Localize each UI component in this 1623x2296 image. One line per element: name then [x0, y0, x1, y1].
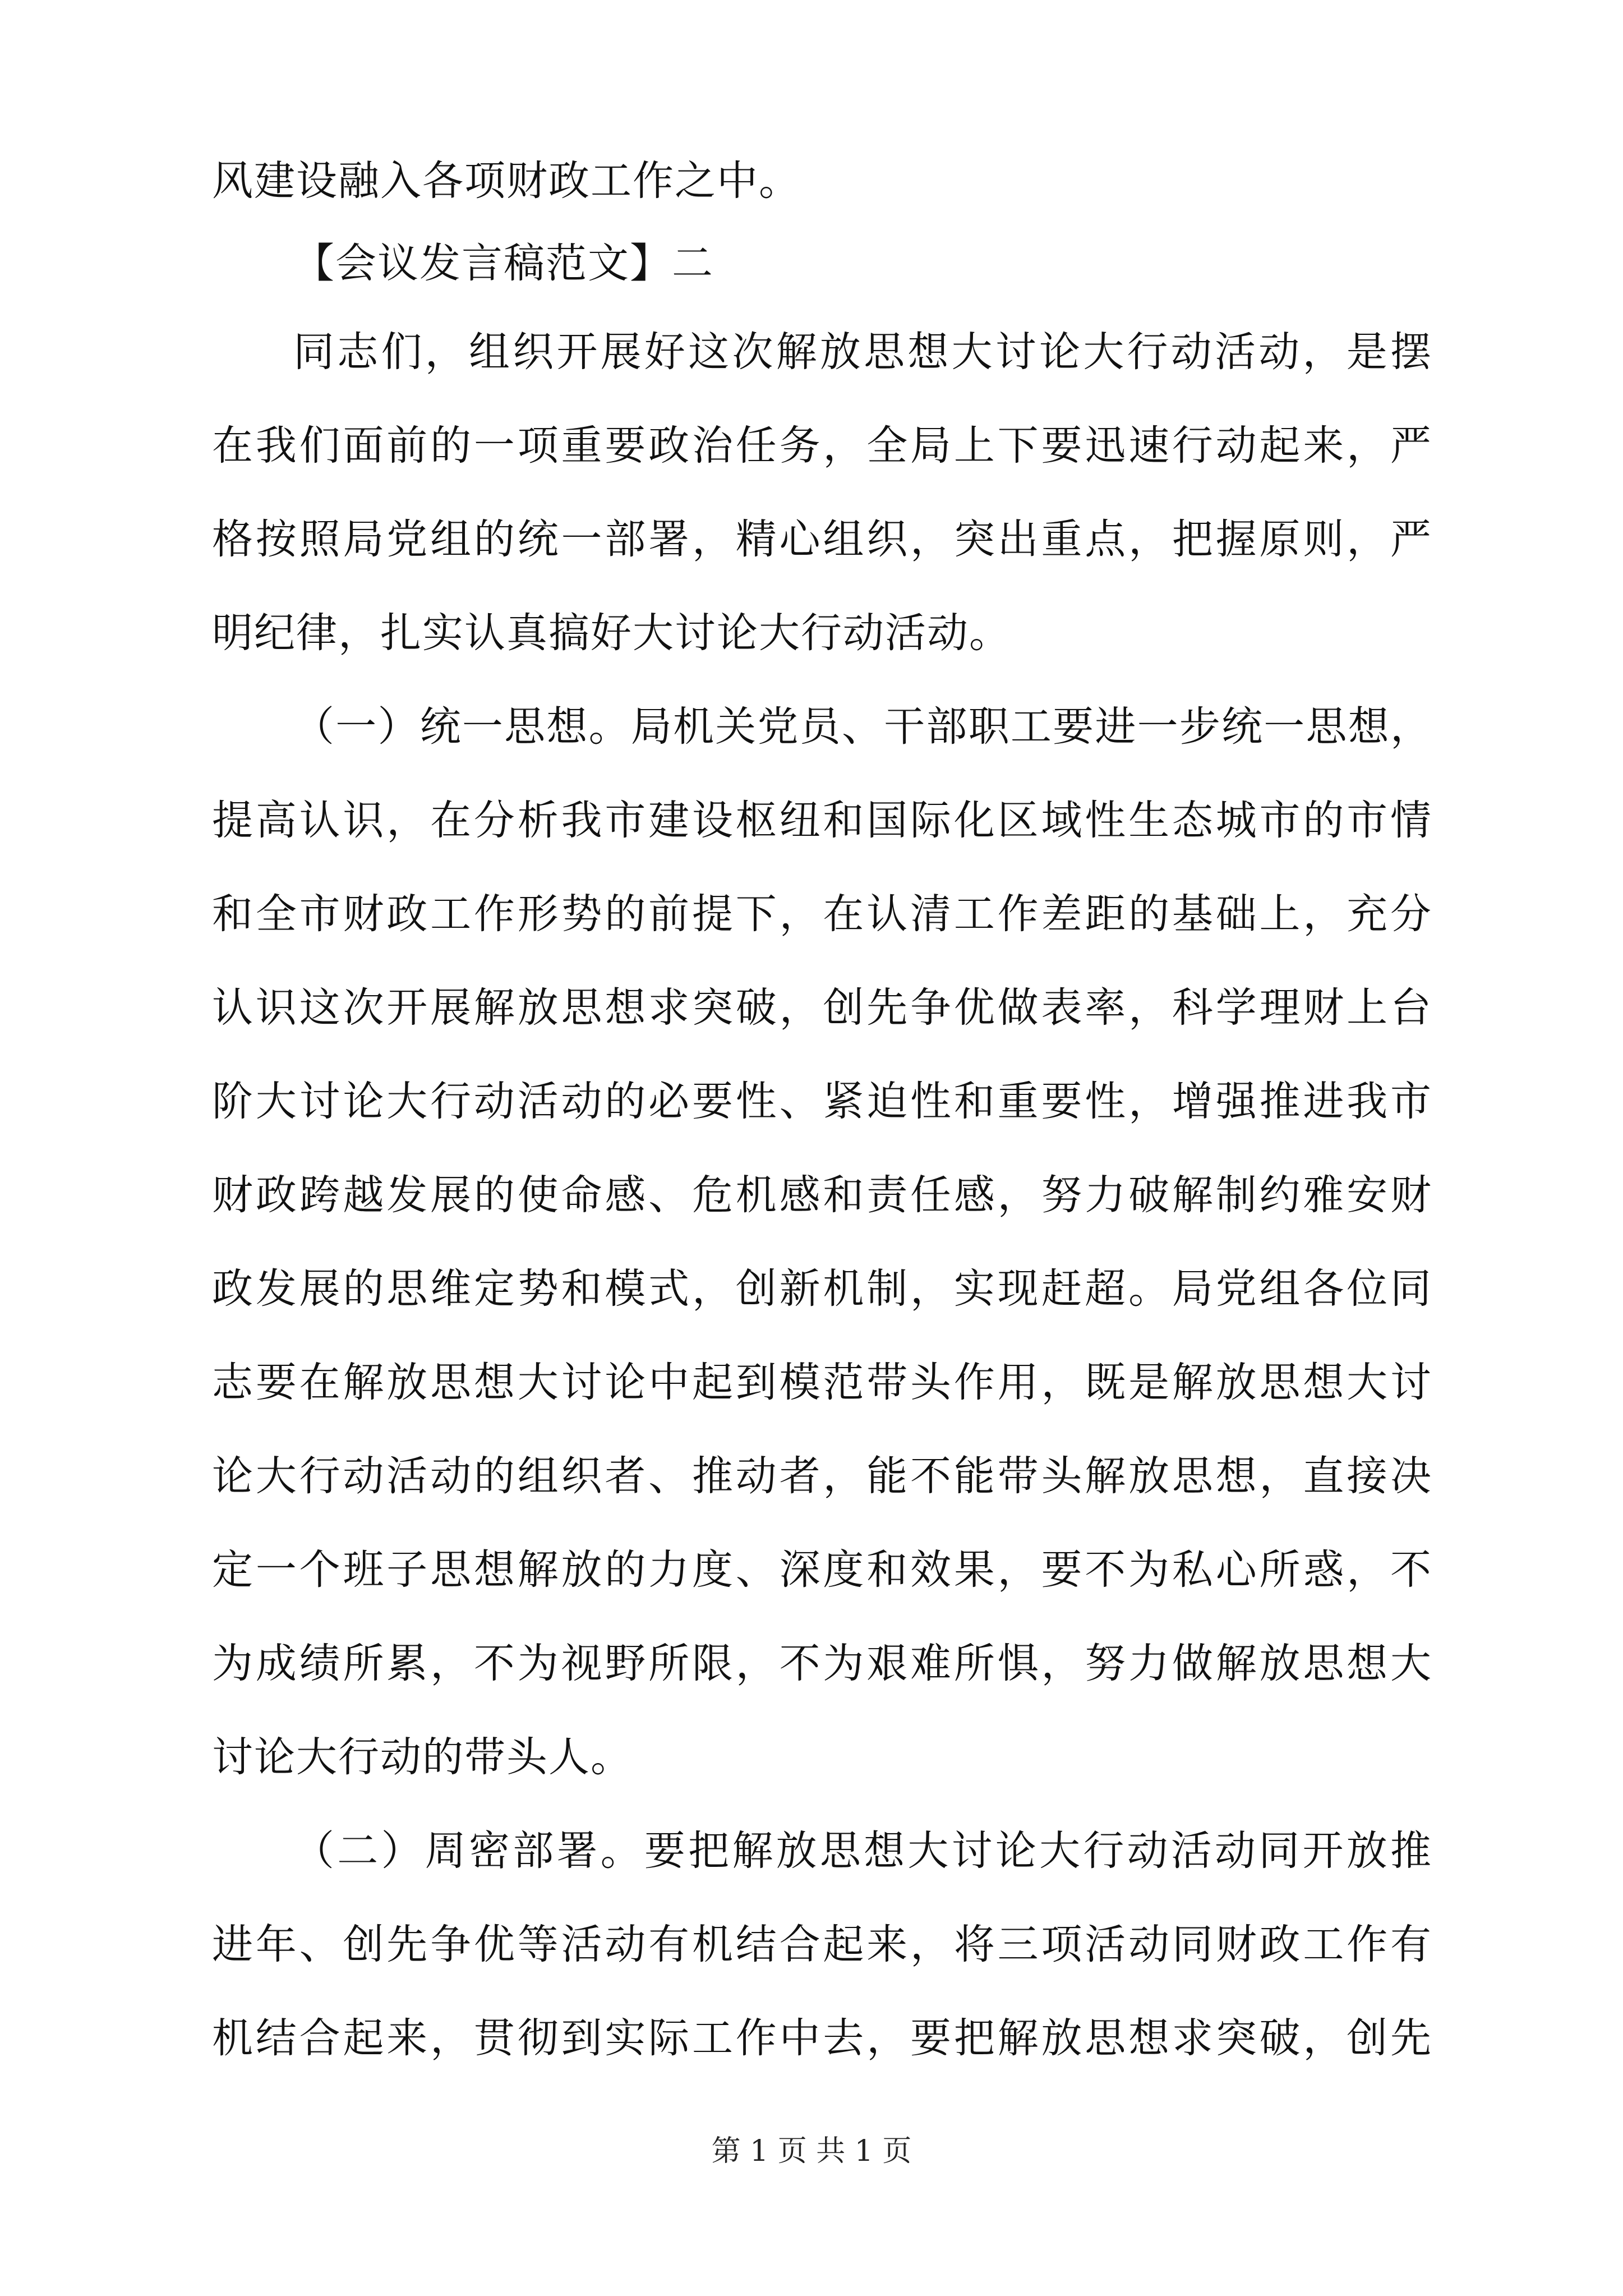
page-footer: 第 1 页 共 1 页: [711, 2134, 912, 2168]
paragraph-line: （一）统一思想。局机关党员、干部职工要进一步统一思想，: [293, 703, 1432, 751]
paragraph-line: 为成绩所累，不为视野所限，不为艰难所惧，努力做解放思想大: [212, 1640, 1432, 1687]
paragraph-line: 定一个班子思想解放的力度、深度和效果，要不为私心所惑，不: [212, 1546, 1432, 1594]
paragraph-line: 讨论大行动的带头人。: [212, 1733, 633, 1781]
text-line: 风建设融入各项财政工作之中。: [212, 157, 801, 205]
paragraph-line: 机结合起来，贯彻到实际工作中去，要把解放思想求突破，创先: [212, 2014, 1432, 2062]
paragraph-line: （二）周密部署。要把解放思想大讨论大行动活动同开放推: [293, 1827, 1432, 1875]
section-heading: 【会议发言稿范文】二: [293, 240, 714, 287]
paragraph-line: 志要在解放思想大讨论中起到模范带头作用，既是解放思想大讨: [212, 1359, 1432, 1406]
paragraph-line: 认识这次开展解放思想求突破，创先争优做表率，科学理财上台: [212, 984, 1432, 1032]
paragraph-line: 论大行动活动的组织者、推动者，能不能带头解放思想，直接决: [212, 1452, 1432, 1500]
paragraph-line: 和全市财政工作形势的前提下，在认清工作差距的基础上，充分: [212, 890, 1432, 938]
paragraph-line: 提高认识，在分析我市建设枢纽和国际化区域性生态城市的市情: [212, 797, 1432, 844]
paragraph-line: 阶大讨论大行动活动的必要性、紧迫性和重要性，增强推进我市: [212, 1078, 1432, 1125]
paragraph-line: 政发展的思维定势和模式，创新机制，实现赶超。局党组各位同: [212, 1265, 1432, 1313]
paragraph-line: 进年、创先争优等活动有机结合起来，将三项活动同财政工作有: [212, 1921, 1432, 1968]
paragraph-line: 财政跨越发展的使命感、危机感和责任感，努力破解制约雅安财: [212, 1171, 1432, 1219]
paragraph-line: 在我们面前的一项重要政治任务，全局上下要迅速行动起来，严: [212, 422, 1432, 470]
paragraph-line: 格按照局党组的统一部署，精心组织，突出重点，把握原则，严: [212, 516, 1432, 563]
paragraph-line: 明纪律，扎实认真搞好大讨论大行动活动。: [212, 609, 1011, 657]
paragraph-line: 同志们，组织开展好这次解放思想大讨论大行动活动，是摆: [293, 328, 1432, 376]
